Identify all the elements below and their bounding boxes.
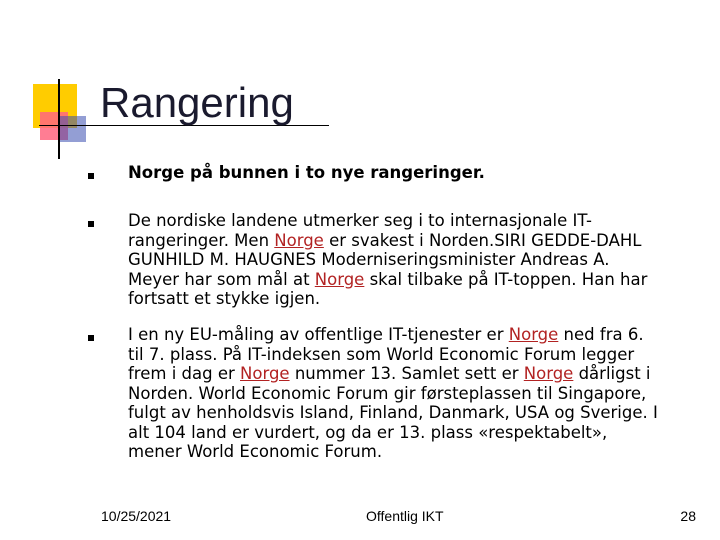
page-number: 28 xyxy=(680,508,696,524)
footer-title: Offentlig IKT xyxy=(366,508,444,524)
bullet-item-1 xyxy=(88,163,485,183)
bullet-text xyxy=(128,211,647,309)
norge-link[interactable]: Norge xyxy=(314,269,365,289)
bullet-item-3 xyxy=(88,325,703,462)
text-segment: skal tilbake på IT-toppen. Han har fortsatt et stykke igjen. xyxy=(128,269,648,308)
norge-link[interactable]: Norge xyxy=(523,364,574,383)
decor-vertical-line xyxy=(58,79,60,159)
decor-blue-square xyxy=(60,116,86,142)
footer-date: 10/25/2021 xyxy=(101,508,172,524)
square-bullet-icon xyxy=(88,221,94,227)
text-segment: er svakest i Norden.SIRI GEDDE-DAHL GUNHILD M. HAUGNES Moderniseringsminister Andreas A. Meyer har som mål at xyxy=(128,230,642,289)
bullet-text: Norge på bunnen i to nye rangeringer. xyxy=(128,163,485,182)
text-segment: nummer 13. Samlet sett er xyxy=(289,364,524,383)
bullet-item-2 xyxy=(88,211,698,309)
square-bullet-icon xyxy=(88,173,94,179)
text-segment: I en ny EU-måling av offentlige IT-tjenester er xyxy=(128,325,509,344)
slide-title: Rangering xyxy=(100,79,294,126)
text-segment: ned fra 6. til 7. plass. På IT-indeksen som World Economic Forum legger frem i dag er xyxy=(128,325,644,383)
norge-link[interactable]: Norge xyxy=(240,364,290,383)
bullet-text xyxy=(128,325,658,462)
norge-link[interactable]: Norge xyxy=(274,230,324,250)
square-bullet-icon xyxy=(88,335,94,341)
text-segment: dårligst i Norden. World Economic Forum gir førsteplassen til Singapore, fulgt av henholdsvis Island, Finland, Danmark, USA og Sverige. I alt 104 land er vurdert, og da er 13. plass «respektabelt», mener World Economic Forum. xyxy=(128,364,658,461)
text-segment: De nordiske landene utmerker seg i to internasjonale IT- rangeringer. Men xyxy=(128,211,592,250)
norge-link[interactable]: Norge xyxy=(508,325,559,344)
